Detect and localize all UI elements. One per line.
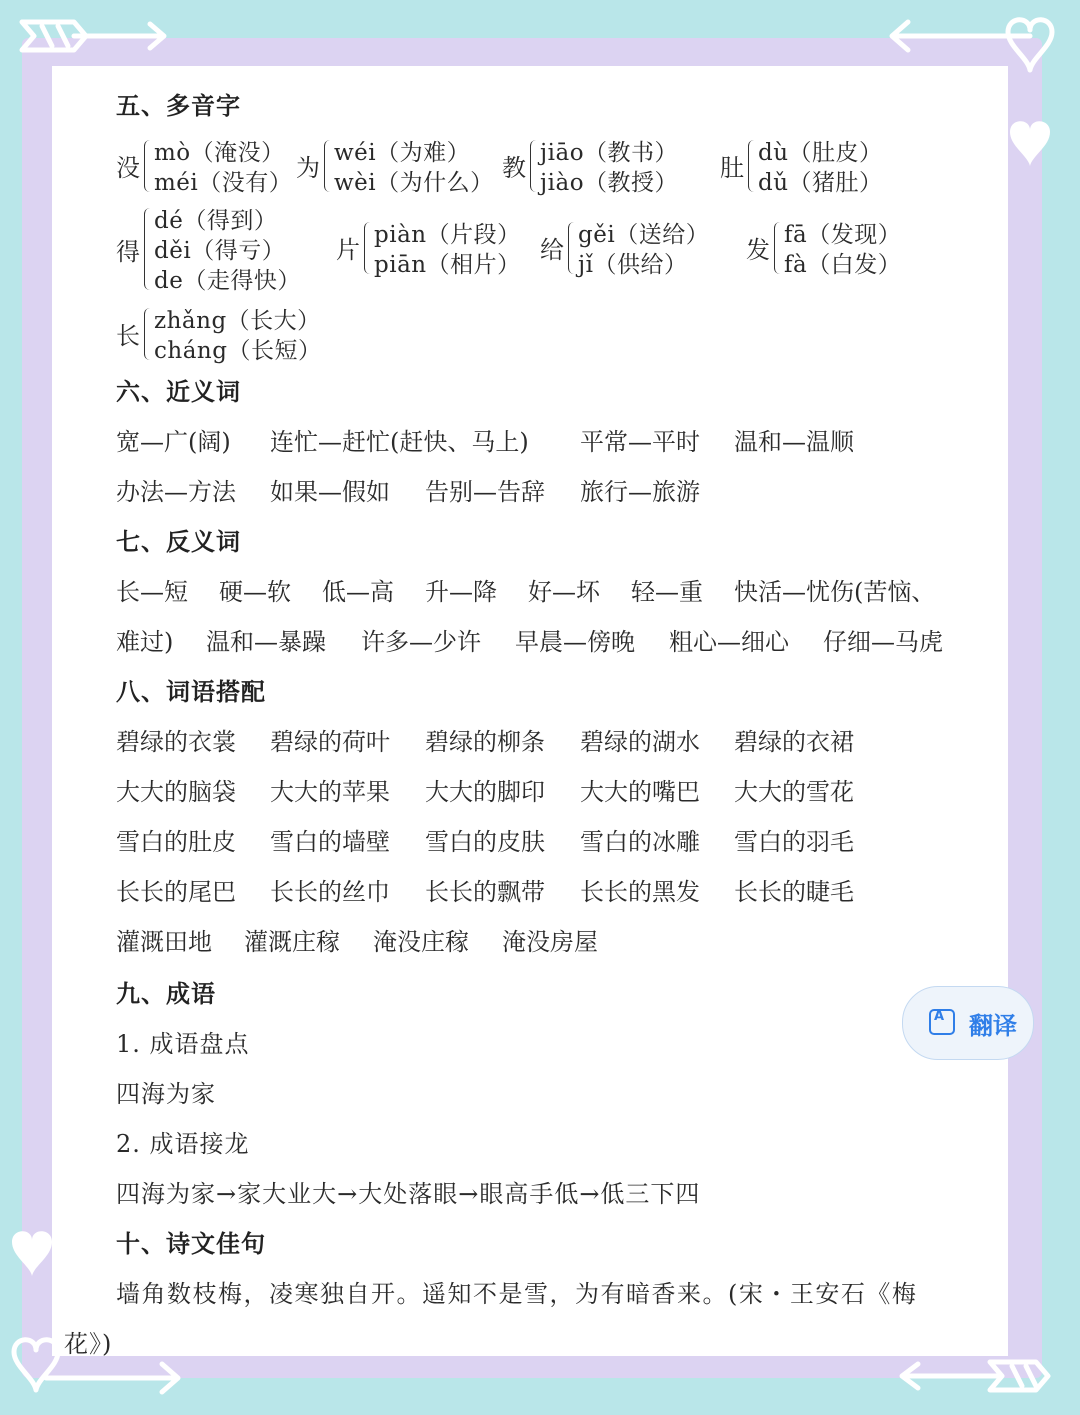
polyphone-char: 肚: [720, 154, 744, 182]
polyphone-char: 得: [116, 238, 140, 266]
section-title-polyphones: 五、多音字: [116, 92, 241, 120]
reading: piàn（片段）: [374, 222, 521, 248]
antonym-pair: 轻—重: [631, 578, 703, 606]
reading: dǔ（猪肚）: [758, 170, 883, 196]
polyphone-char: 片: [336, 236, 360, 264]
antonym-pair: 硬—软: [219, 578, 291, 606]
reading: gěi（送给）: [578, 222, 710, 248]
collocation-item: 大大的嘴巴: [580, 778, 700, 806]
collocation-item: 雪白的皮肤: [425, 828, 545, 856]
reading: wèi（为什么）: [334, 170, 494, 196]
polyphone-char: 给: [540, 236, 564, 264]
polyphone-jiao: [502, 134, 702, 196]
antonym-pair: 快活—忧伤(苦恼、: [734, 578, 936, 606]
brace: [144, 208, 153, 290]
collocation-item: 大大的雪花: [734, 778, 854, 806]
brace: [568, 222, 577, 274]
antonym-pair: 长—短: [116, 578, 188, 606]
collocation-item: 长长的睫毛: [734, 878, 854, 906]
polyphone-mei: [116, 134, 296, 196]
collocation-item: 长长的尾巴: [116, 878, 236, 906]
collocation-item: 长长的丝巾: [270, 878, 390, 906]
brace: [144, 308, 153, 360]
synonym-pair: 告别—告辞: [425, 478, 545, 506]
collocation-item: 大大的脚印: [425, 778, 545, 806]
reading: jiào（教授）: [540, 170, 679, 196]
arrow-decoration-icon: [890, 1352, 1070, 1402]
antonym-pair: 好—坏: [528, 578, 600, 606]
polyphone-pian: [336, 216, 536, 278]
reading: piān（相片）: [374, 252, 521, 278]
collocation-item: 灌溉庄稼: [244, 928, 340, 956]
polyphone-char: 为: [296, 154, 320, 182]
collocation-item: 碧绿的衣裙: [734, 728, 854, 756]
reading: dù（肚皮）: [758, 140, 883, 166]
brace: [530, 140, 539, 192]
collocation-item: 碧绿的荷叶: [270, 728, 390, 756]
synonym-pair: 旅行—旅游: [580, 478, 700, 506]
reading: jǐ（供给）: [578, 252, 688, 278]
section-title-antonyms: 七、反义词: [116, 528, 241, 556]
collocation-item: 雪白的冰雕: [580, 828, 700, 856]
idiom-list: 四海为家: [116, 1080, 216, 1108]
collocation-item: 大大的脑袋: [116, 778, 236, 806]
collocation-item: 淹没庄稼: [373, 928, 469, 956]
reading: děi（得亏）: [154, 238, 286, 264]
polyphone-de: [116, 202, 316, 294]
poem-line: 花》): [64, 1330, 113, 1358]
polyphone-chang: [116, 302, 336, 364]
synonym-pair: 宽—广(阔): [116, 428, 231, 456]
antonym-pair: 低—高: [322, 578, 394, 606]
section-title-synonyms: 六、近义词: [116, 378, 241, 406]
section-title-idioms: 九、成语: [116, 980, 216, 1008]
antonym-pair: 温和—暴躁: [206, 628, 326, 656]
reading: fà（白发）: [784, 252, 902, 278]
polyphone-char: 没: [116, 154, 140, 182]
collocation-item: 碧绿的柳条: [425, 728, 545, 756]
idiom-subtitle: 2. 成语接龙: [116, 1130, 250, 1158]
arrow-decoration-icon: [14, 12, 174, 62]
antonym-pair: 许多—少许: [361, 628, 481, 656]
collocation-item: 长长的黑发: [580, 878, 700, 906]
polyphone-wei: [296, 134, 496, 196]
brace: [774, 222, 783, 274]
polyphone-gei: [540, 216, 740, 278]
worksheet-page: [52, 66, 1017, 1358]
polyphone-fa: [746, 216, 946, 278]
antonym-pair: 仔细—马虎: [823, 628, 943, 656]
reading: jiāo（教书）: [540, 140, 679, 166]
reading: fā（发现）: [784, 222, 902, 248]
brace: [748, 140, 757, 192]
collocation-item: 大大的苹果: [270, 778, 390, 806]
synonym-pair: 如果—假如: [270, 478, 390, 506]
polyphone-du: [720, 134, 920, 196]
reading: wéi（为难）: [334, 140, 471, 166]
synonym-pair: 办法—方法: [116, 478, 236, 506]
reading: mò（淹没）: [154, 140, 285, 166]
translate-label: 翻译: [969, 1012, 1017, 1040]
synonym-pair: 平常—平时: [580, 428, 700, 456]
antonym-pair: 升—降: [425, 578, 497, 606]
brace: [324, 140, 333, 192]
polyphone-char: 教: [502, 154, 526, 182]
reading: de（走得快）: [154, 268, 301, 294]
collocation-item: 雪白的墙壁: [270, 828, 390, 856]
antonym-pair: 粗心—细心: [669, 628, 789, 656]
antonym-pair: 早晨—傍晚: [515, 628, 635, 656]
reading: cháng（长短）: [154, 338, 322, 364]
translate-icon: [929, 1009, 955, 1035]
collocation-item: 碧绿的衣裳: [116, 728, 236, 756]
section-title-collocations: 八、词语搭配: [116, 678, 266, 706]
antonym-pair: 难过): [116, 628, 174, 656]
section-title-poem: 十、诗文佳句: [116, 1230, 266, 1258]
synonym-pair: 连忙—赶忙(赶快、马上): [270, 428, 529, 456]
brace: [364, 222, 373, 274]
reading: dé（得到）: [154, 208, 278, 234]
idiom-chain: 四海为家→家大业大→大处落眼→眼高手低→低三下四: [116, 1180, 701, 1208]
idiom-subtitle: 1. 成语盘点: [116, 1030, 250, 1058]
synonym-pair: 温和—温顺: [734, 428, 854, 456]
brace: [144, 140, 153, 192]
reading: zhǎng（长大）: [154, 308, 321, 334]
translate-button[interactable]: [902, 986, 1034, 1060]
polyphone-char: 长: [116, 322, 140, 350]
collocation-item: 碧绿的湖水: [580, 728, 700, 756]
collocation-item: 长长的飘带: [425, 878, 545, 906]
collocation-item: 雪白的肚皮: [116, 828, 236, 856]
collocation-item: 雪白的羽毛: [734, 828, 854, 856]
reading: méi（没有）: [154, 170, 293, 196]
collocation-item: 灌溉田地: [116, 928, 212, 956]
poem-line: 墙角数枝梅，凌寒独自开。遥知不是雪，为有暗香来。(宋・王安石《梅: [116, 1280, 918, 1308]
collocation-item: 淹没房屋: [502, 928, 598, 956]
polyphone-char: 发: [746, 236, 770, 264]
